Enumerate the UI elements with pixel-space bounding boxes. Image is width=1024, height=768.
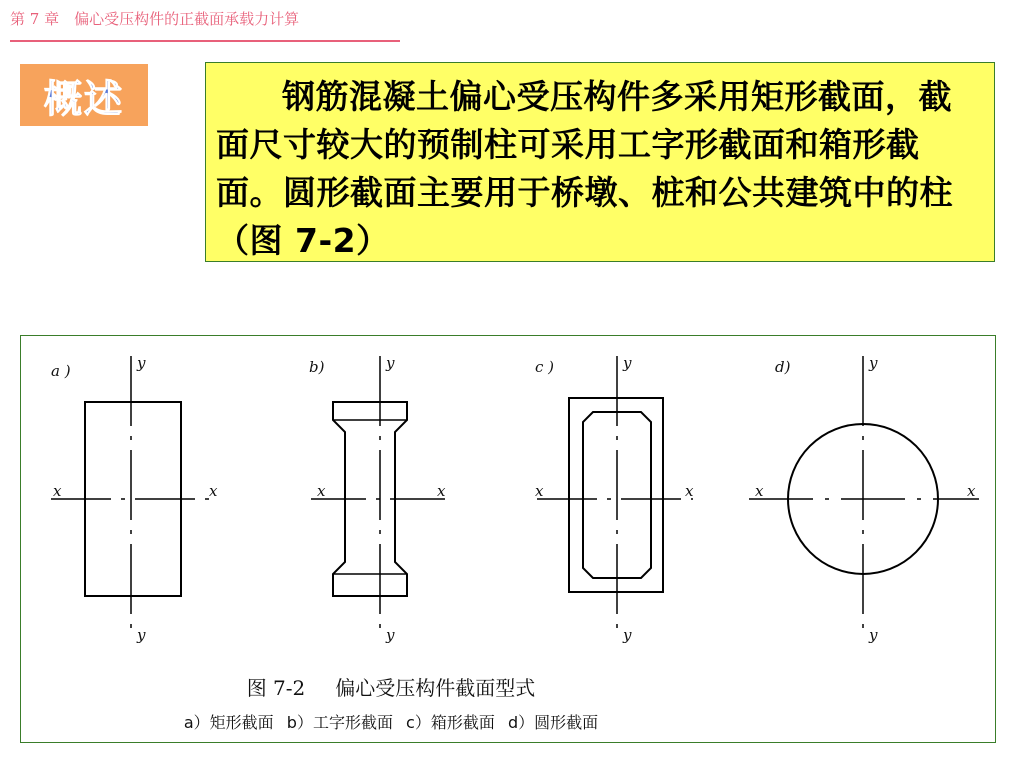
axis-label-y-bottom-b: y [386,626,395,644]
box-section [537,356,693,636]
axis-label-y-top-d: y [869,354,878,372]
figure-title: 偏心受压构件截面型式 [335,676,536,700]
subcaption-a: a）矩形截面 [183,713,274,732]
axis-label-x-right-d: x [967,482,976,500]
axis-label-x-right-a: x [209,482,218,500]
axis-label-x-left-a: x [53,482,62,500]
axis-label-y-top-b: y [386,354,395,372]
axis-label-x-left-b: x [317,482,326,500]
intro-paragraph: 钢筋混凝土偏心受压构件多采用矩形截面，截面尺寸较大的预制柱可采用工字形截面和箱形截面。圆形截面主要用于桥墩、桩和公共建筑中的柱（图 7-2） [216,77,953,260]
figure-7-2 [20,335,996,743]
axis-label-y-top-a: y [137,354,146,372]
subcaption-b: b）工字形截面 [286,713,393,732]
axis-label-x-left-d: x [755,482,764,500]
axis-label-x-left-c: x [535,482,544,500]
axis-label-x-right-b: x [437,482,446,500]
rectangular-section [51,356,219,636]
axis-label-x-right-c: x [685,482,694,500]
panel-label-d: d) [775,358,791,376]
panel-label-b: b) [309,358,325,376]
axis-label-y-bottom-d: y [869,626,878,644]
subcaption-d: d）圆形截面 [507,713,599,732]
overview-label: 概述 [43,76,124,121]
i-section [311,356,451,636]
axis-label-y-bottom-a: y [137,626,146,644]
intro-text-box [205,62,995,262]
figure-number: 图 7-2 [246,676,306,700]
circular-section [749,356,979,636]
chapter-header: 第 7 章 偏心受压构件的正截面承载力计算 [10,10,300,28]
figure-subcaptions [21,710,761,733]
overview-badge [20,64,148,126]
axis-label-y-top-c: y [623,354,632,372]
panel-label-a: a ) [51,362,71,380]
subcaption-c: c）箱形截面 [406,713,495,732]
panel-label-c: c ) [535,358,555,376]
header-divider [10,40,400,42]
figure-caption [21,672,761,701]
axis-label-y-bottom-c: y [623,626,632,644]
